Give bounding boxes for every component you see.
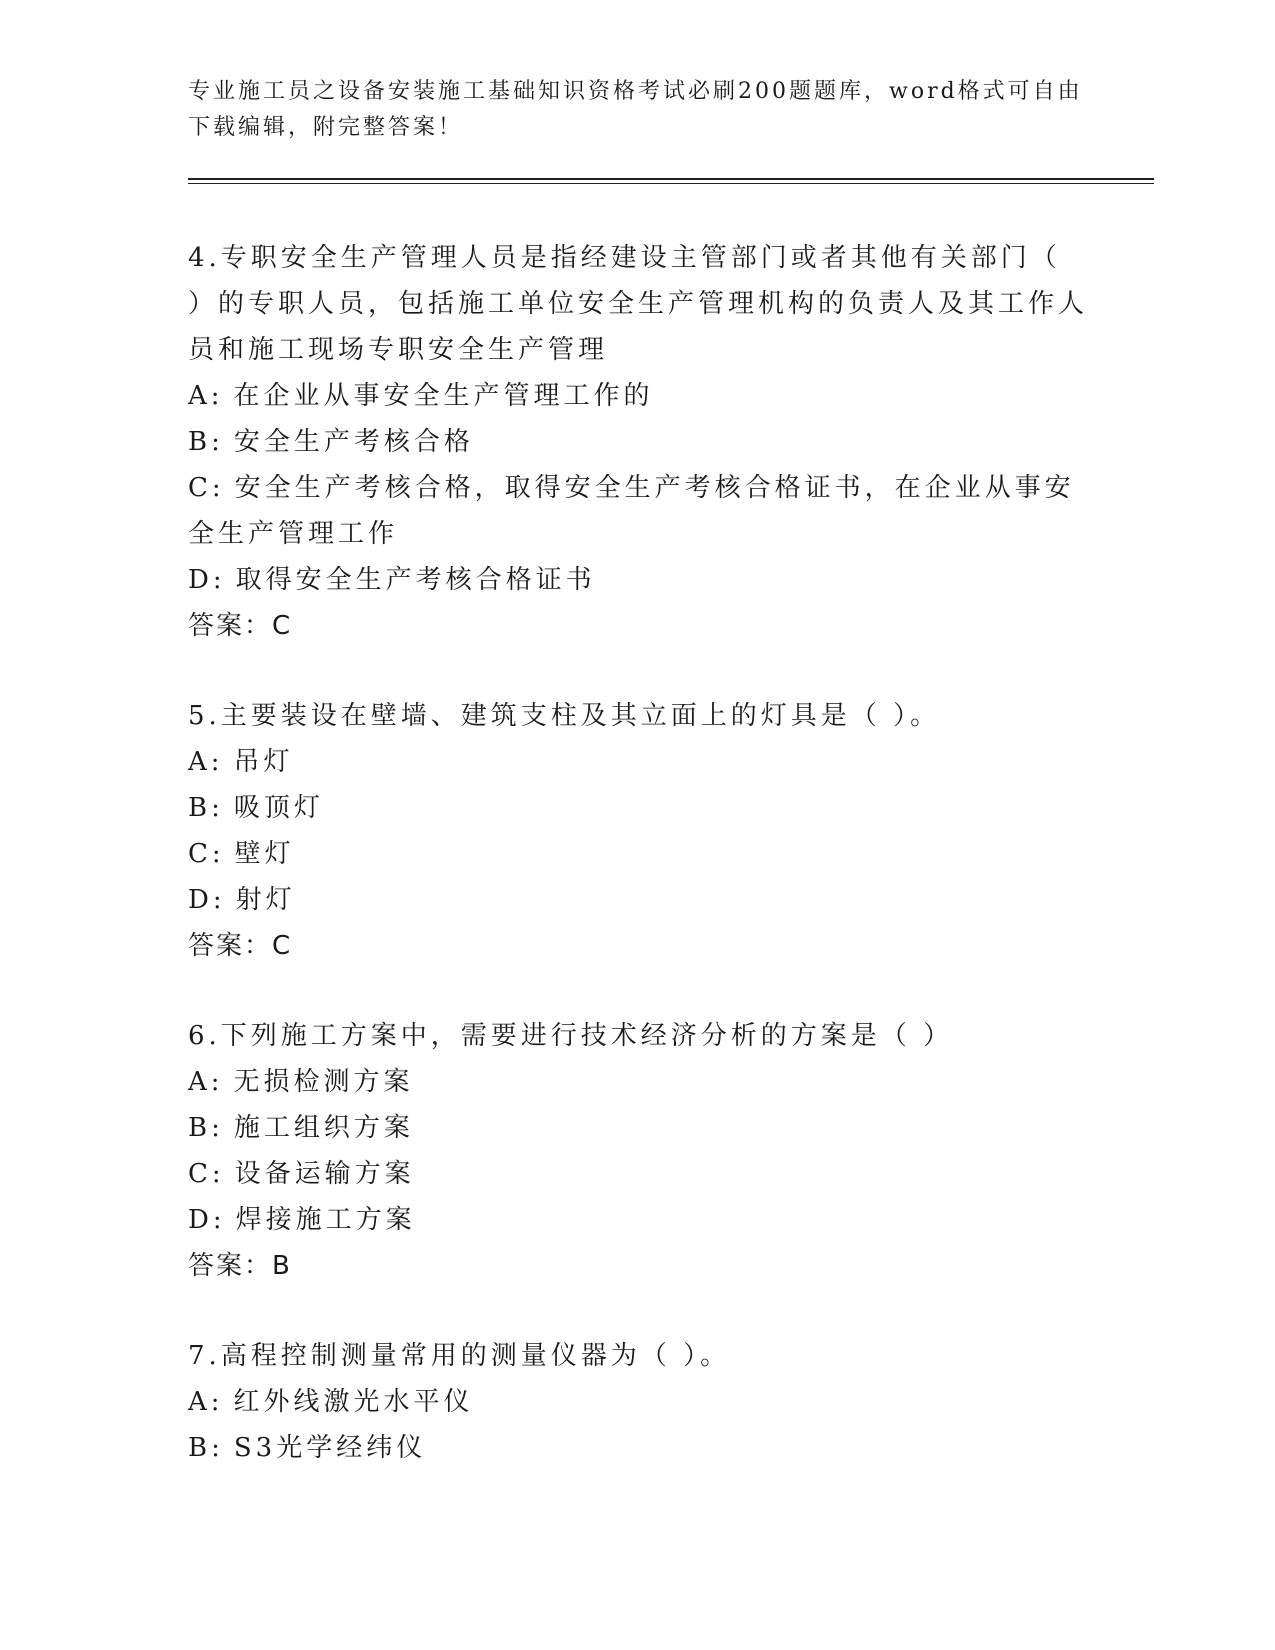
option-text: 安全生产考核合格 — [233, 427, 474, 457]
question-stem: 5.主要装设在壁墙、建筑支柱及其立面上的灯具是（ ）。 — [188, 701, 941, 731]
question-block — [188, 693, 1088, 969]
option-key: C: — [188, 1159, 225, 1189]
option-key: B: — [188, 1433, 224, 1463]
option-text: 射灯 — [235, 885, 296, 915]
option-text: 施工组织方案 — [233, 1113, 414, 1143]
question-block — [188, 1013, 1088, 1289]
option-key: B: — [188, 427, 224, 457]
option-text: 焊接施工方案 — [235, 1205, 416, 1235]
option-b — [188, 785, 1088, 831]
question-stem: 6.下列施工方案中，需要进行技术经济分析的方案是（ ） — [188, 1021, 954, 1051]
option-a — [188, 739, 1088, 785]
option-d — [188, 877, 1088, 923]
question-list — [188, 235, 1088, 1515]
option-text: 红外线激光水平仪 — [233, 1387, 474, 1417]
option-key: B: — [188, 1113, 224, 1143]
answer-line: 答案：C — [188, 611, 293, 641]
option-key: D: — [188, 565, 226, 595]
answer-line: 答案：B — [188, 1251, 292, 1281]
option-d — [188, 557, 1088, 603]
option-b — [188, 1425, 1088, 1471]
option-text: 安全生产考核合格，取得安全生产考核合格证书，在企业从事安全生产管理工作 — [188, 473, 1075, 549]
option-key: A: — [188, 381, 224, 411]
option-key: A: — [188, 1387, 224, 1417]
option-c — [188, 1151, 1088, 1197]
option-key: A: — [188, 1067, 224, 1097]
option-key: B: — [188, 793, 224, 823]
option-a — [188, 1379, 1088, 1425]
question-stem: 4.专职安全生产管理人员是指经建设主管部门或者其他有关部门（ ）的专职人员，包括施工单位安全生产管理机构的负责人及其工作人员和施工现场专职安全生产管理 — [188, 243, 1089, 365]
option-text: S3光学经纬仪 — [233, 1433, 427, 1463]
option-text: 设备运输方案 — [234, 1159, 415, 1189]
option-b — [188, 1105, 1088, 1151]
header-rule — [188, 178, 1154, 180]
header-rule-thin — [188, 183, 1154, 184]
answer-line: 答案：C — [188, 931, 293, 961]
option-key: D: — [188, 1205, 226, 1235]
question-block — [188, 235, 1088, 649]
question-stem: 7.高程控制测量常用的测量仪器为（ ）。 — [188, 1341, 731, 1371]
document-header: 专业施工员之设备安装施工基础知识资格考试必刷200题题库，word格式可自由下载编辑，附完整答案！ — [188, 79, 1083, 140]
option-b — [188, 419, 1088, 465]
option-key: C: — [188, 473, 225, 503]
option-a — [188, 1059, 1088, 1105]
option-text: 吊灯 — [233, 747, 294, 777]
option-c — [188, 831, 1088, 877]
option-text: 取得安全生产考核合格证书 — [235, 565, 596, 595]
option-text: 在企业从事安全生产管理工作的 — [233, 381, 654, 411]
option-text: 无损检测方案 — [233, 1067, 414, 1097]
question-block — [188, 1333, 1088, 1471]
option-key: C: — [188, 839, 225, 869]
option-c — [188, 465, 1088, 557]
option-key: D: — [188, 885, 226, 915]
option-text: 壁灯 — [234, 839, 295, 869]
option-text: 吸顶灯 — [233, 793, 324, 823]
option-d — [188, 1197, 1088, 1243]
option-key: A: — [188, 747, 224, 777]
option-a — [188, 373, 1088, 419]
